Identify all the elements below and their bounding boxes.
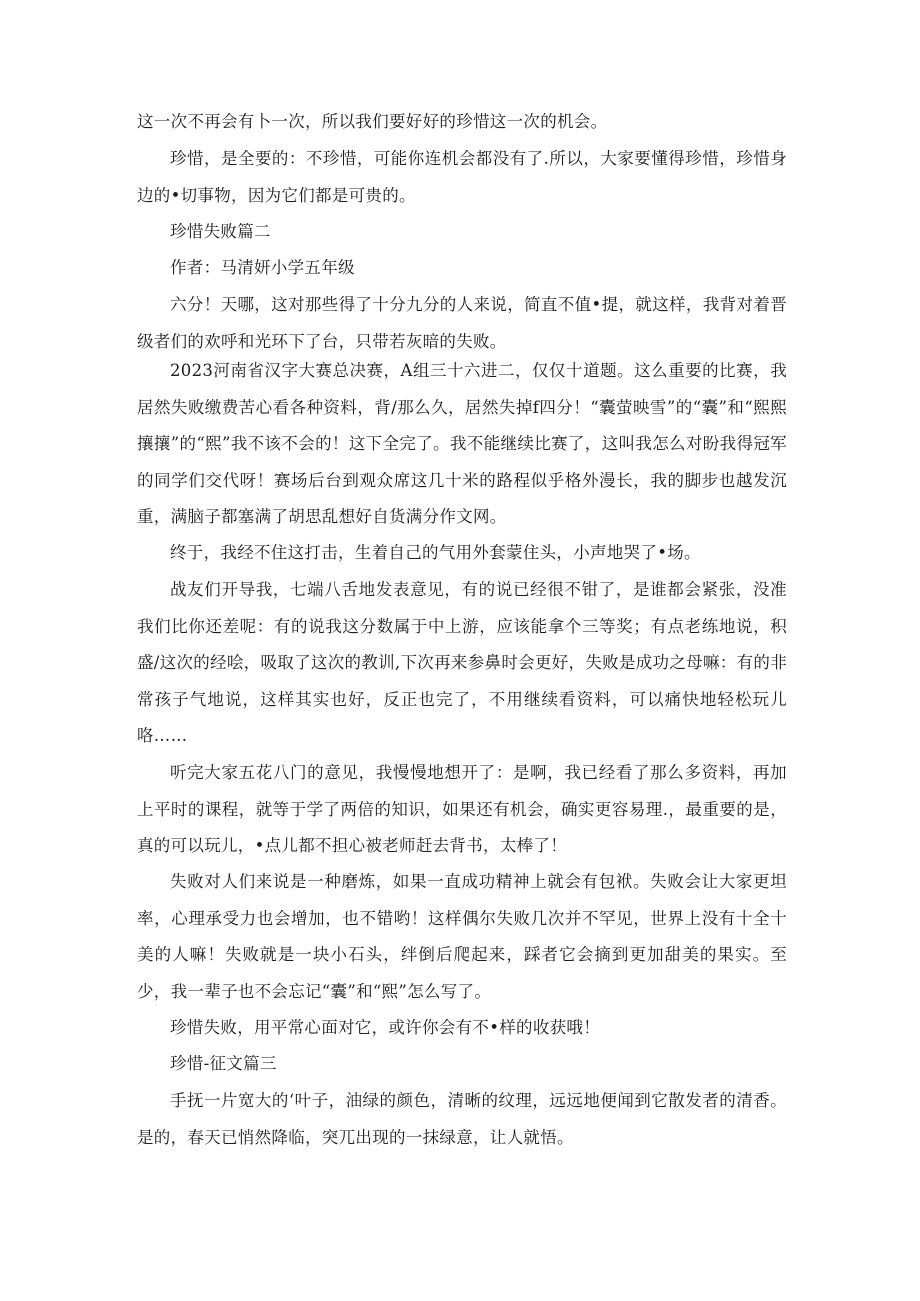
paragraph-4: 2023河南省汉字大赛总决赛，A组三十六进二，仅仅十道题。这么重要的比赛，我居然失败缴费苦心看各种资料，背/那么久，居然失掉f四分！“囊萤映雪”的“囊”和“熙熙攘攘”的“熙”我不该不会的！这下全完了。我不能继续比赛了，这叫我怎么对盼我得冠军的同学们交代呀！赛场后台到观众席这几十米的路程似乎格外漫长，我的脚步也越发沉重，满脑子都塞满了胡思乱想好自货满分作文网。 [137,361,787,527]
author-line: 作者：马清妍小学五年级 [170,258,355,277]
paragraph-3: 六分！天哪，这对那些得了十分九分的人来说，简直不值•提，就这样，我背对着晋级者们的欢呼和光环下了台，只带若灰暗的失败。 [137,295,787,351]
paragraph-8: 失败对人们来说是一种磨炼，如果一直成功精神上就会有包袱。失败会让大家更坦率，心理承受力也会增加，也不错哟！这样偶尔失败几次并不罕见，世界上没有十全十美的人嘛！失败就是一块小石头，绊倒后爬起来，踩者它会摘到更加甜美的果实。至少，我一辈子也不会忘记“囊”和“熙”怎么写了。 [137,872,787,1001]
paragraph-6: 战友们开导我，七端八舌地发表意见，有的说已经很不钳了，是谁都会紧张，没准我们比你还差呢：有的说我这分数属于中上游，应该能拿个三等奖；有点老练地说，积盛/这次的经哙，吸取了这次的教训,下次再来参鼻时会更好，失败是成功之母嘛：有的非常孩子气地说，这样其实也好，反正也完了，不用继续看资料，可以痛快地轻松玩儿咯…… [137,580,787,746]
paragraph-5: 终于，我经不住这打击，生着自己的气用外套蒙住头，小声地哭了•场。 [170,543,701,562]
paragraph-1: 这一次不再会有卜一次，所以我们要好好的珍惜这一次的机会。 [137,112,608,131]
paragraph-2: 珍惜，是全要的：不珍惜，可能你连机会都没有了.所以，大家要懂得珍惜，珍惜身边的•切事物，因为它们都是可贵的。 [137,149,787,205]
paragraph-9: 珍惜失败，用平常心面对它，或许你会有不•样的收获哦！ [170,1018,601,1037]
paragraph-10: 手抚一片宽大的‘叶子，油绿的颜色，清晰的纹理，远远地便闻到它散发者的清香。是的，春天已悄然降临，突兀出现的一抹绿意，让人就悟。 [137,1091,787,1147]
section-heading-3: 珍惜-征文篇三 [170,1054,277,1073]
section-heading-2: 珍惜失败篇二 [170,222,271,241]
paragraph-7: 听完大家五花八门的意见，我慢慢地想开了：是啊，我已经看了那么多资料，再加上平时的课程，就等于学了两倍的知识，如果还有机会，确实更容易理.，最重要的是，真的可以玩儿，•点儿都不担心被老师赶去背书，太棒了！ [137,763,787,856]
